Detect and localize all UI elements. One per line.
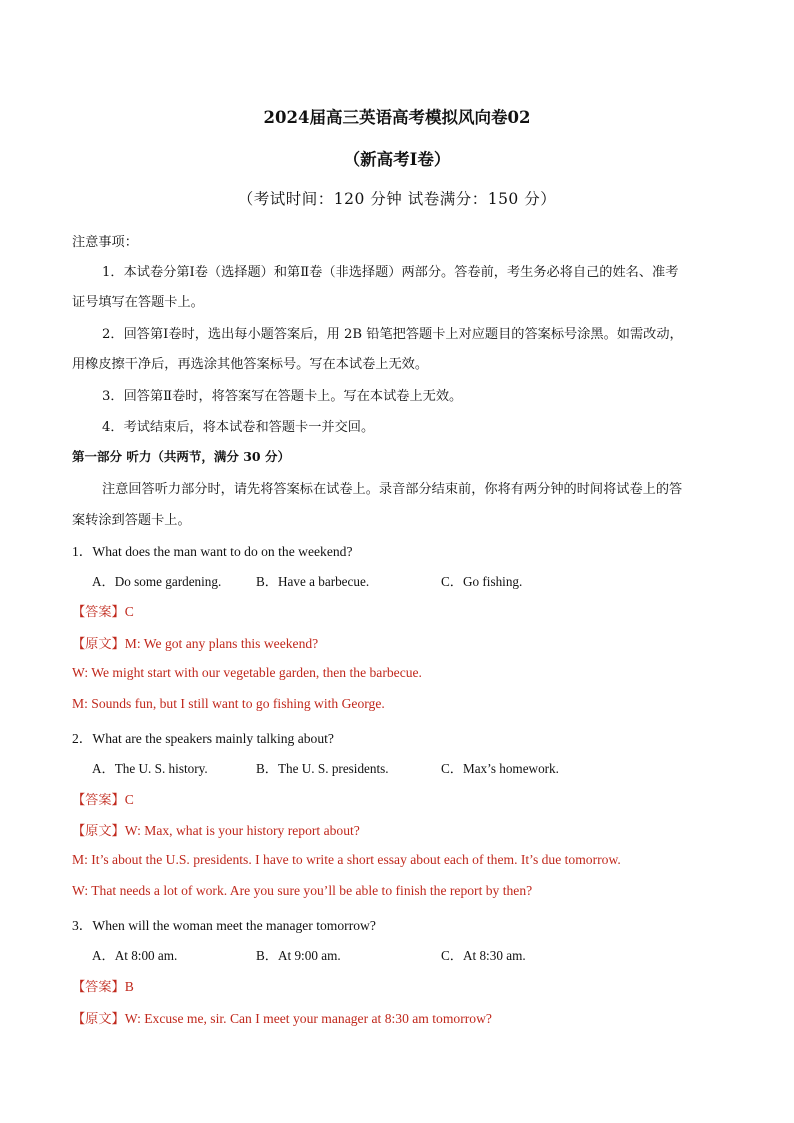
notice-item-2-line-2: 用橡皮擦干净后，再选涂其他答案标号。写在本试卷上无效。 xyxy=(72,357,429,372)
answer-value: B xyxy=(124,979,134,994)
notice-item-1-line-2: 证号填写在答题卡上。 xyxy=(72,295,204,310)
transcript-text: W: Max, what is your history report about? xyxy=(124,823,360,838)
question-1-option-b: B．Have a barbecue. xyxy=(256,574,370,589)
question-1-option-a: A．Do some gardening. xyxy=(92,574,222,589)
question-1-option-c: C．Go fishing. xyxy=(441,574,523,589)
notice-item-4: 4．考试结束后，将本试卷和答题卡一并交回。 xyxy=(102,420,375,435)
answer-value: C xyxy=(124,792,134,807)
question-1-stem: 1．What does the man want to do on the weekend? xyxy=(72,544,353,559)
question-1-answer xyxy=(72,601,134,620)
transcript-text: M: We got any plans this weekend? xyxy=(124,636,319,651)
notice-item-1-line-1: 1．本试卷分第Ⅰ卷（选择题）和第Ⅱ卷（非选择题）两部分。答卷前，考生务必将自己的姓名、准考 xyxy=(102,265,679,280)
original-label: 【原文】 xyxy=(72,1012,125,1027)
section-heading: 第一部分 听力（共两节，满分 30 分） xyxy=(72,449,290,464)
original-label: 【原文】 xyxy=(72,637,125,652)
answer-label: 【答案】 xyxy=(72,605,125,620)
question-1-transcript-1 xyxy=(72,633,318,652)
question-3-option-a: A．At 8:00 am. xyxy=(92,948,178,963)
answer-value: C xyxy=(124,604,134,619)
question-2-transcript-2: M: It’s about the U.S. presidents. I have to write a short essay about each of them. It’s due tomorrow. xyxy=(72,852,621,867)
section-intro-line-2: 案转涂到答题卡上。 xyxy=(72,513,191,528)
question-2-transcript-3: W: That needs a lot of work. Are you sure you’ll be able to finish the report by then? xyxy=(72,883,533,898)
answer-label: 【答案】 xyxy=(72,793,125,808)
transcript-text: W: Excuse me, sir. Can I meet your manager at 8:30 am tomorrow? xyxy=(124,1011,492,1026)
question-3-stem: 3．When will the woman meet the manager tomorrow? xyxy=(72,918,376,933)
question-2-option-a: A．The U. S. history. xyxy=(92,761,208,776)
exam-info: （考试时间：120 分钟 试卷满分：150 分） xyxy=(237,190,557,208)
answer-label: 【答案】 xyxy=(72,980,125,995)
exam-subtitle: （新高考I卷） xyxy=(343,150,451,169)
question-3-option-b: B．At 9:00 am. xyxy=(256,948,341,963)
question-3-option-c: C．At 8:30 am. xyxy=(441,948,526,963)
question-3-answer xyxy=(72,976,134,995)
question-2-answer xyxy=(72,789,134,808)
notice-item-3: 3．回答第Ⅱ卷时，将答案写在答题卡上。写在本试卷上无效。 xyxy=(102,389,463,404)
notice-heading: 注意事项： xyxy=(72,235,138,250)
question-1-transcript-3: M: Sounds fun, but I still want to go fishing with George. xyxy=(72,696,385,711)
exam-title: 2024届高三英语高考模拟风向卷02 xyxy=(263,108,531,127)
question-1-transcript-2: W: We might start with our vegetable garden, then the barbecue. xyxy=(72,665,422,680)
question-3-transcript-1 xyxy=(72,1008,492,1027)
question-2-option-c: C．Max’s homework. xyxy=(441,761,559,776)
question-2-option-b: B．The U. S. presidents. xyxy=(256,761,389,776)
original-label: 【原文】 xyxy=(72,824,125,839)
question-2-transcript-1 xyxy=(72,820,360,839)
question-2-stem: 2．What are the speakers mainly talking about? xyxy=(72,731,334,746)
notice-item-2-line-1: 2．回答第Ⅰ卷时，选出每小题答案后，用 2B 铅笔把答题卡上对应题目的答案标号涂黑。如需改动， xyxy=(102,327,683,342)
section-intro-line-1: 注意回答听力部分时，请先将答案标在试卷上。录音部分结束前，你将有两分钟的时间将试卷上的答 xyxy=(102,482,683,497)
